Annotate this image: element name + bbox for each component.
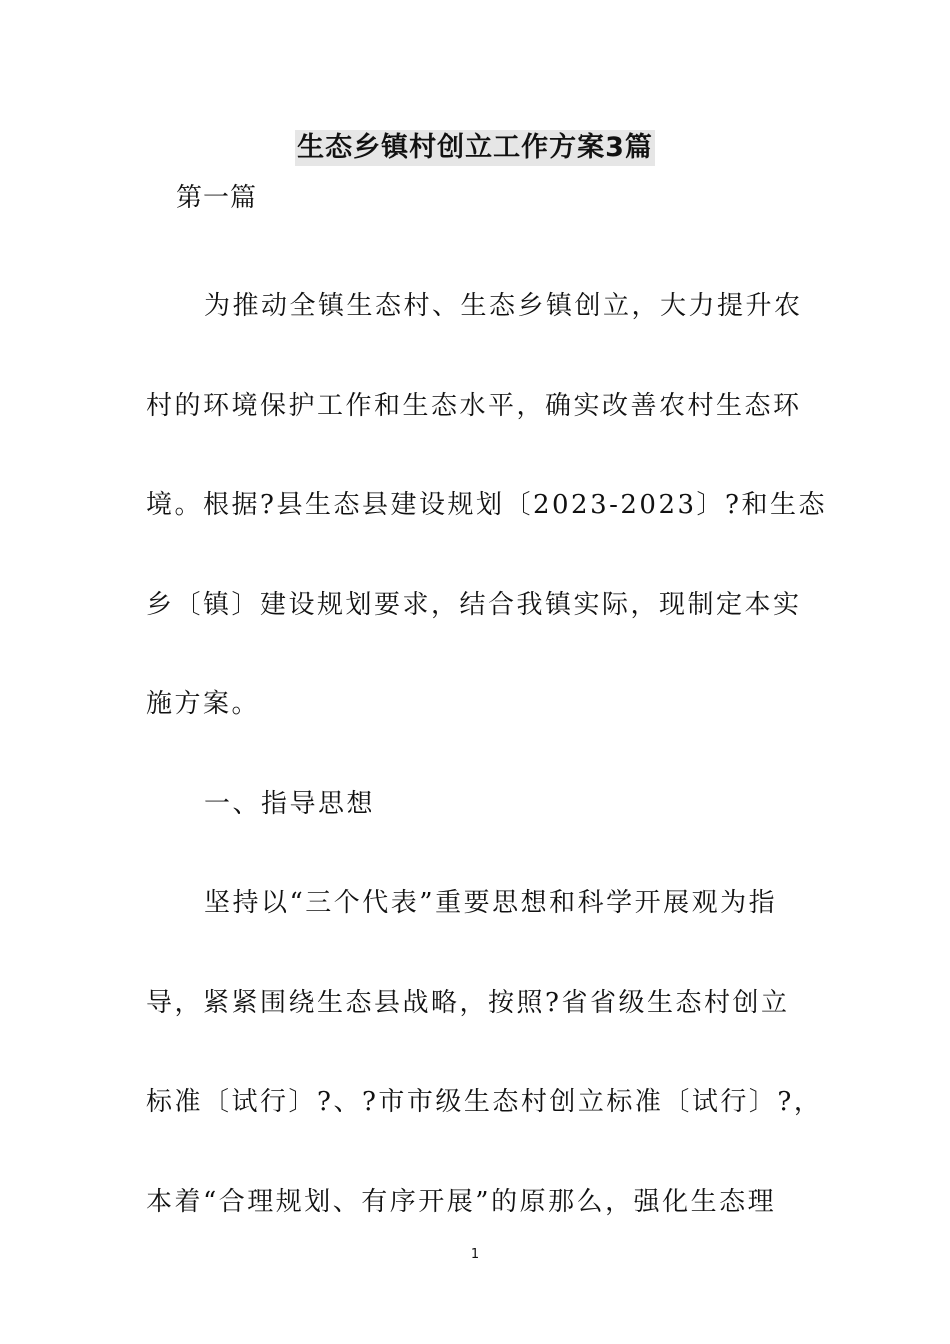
heading-line: 一、指导思想: [204, 788, 376, 819]
paragraph-guiding: [146, 854, 823, 1252]
page-number: 1: [470, 1247, 480, 1262]
document-title: 生态乡镇村创立工作方案3篇: [295, 130, 655, 166]
section-heading: [146, 755, 808, 855]
text-line: 导，紧紧围绕生态县战略，按照?省省级生态村创立: [146, 987, 790, 1018]
text-line: 坚持以“三个代表”重要思想和科学开展观为指: [204, 888, 778, 918]
paragraph-intro: [146, 257, 828, 755]
text-line: 境。根据?县生态县建设规划〔2023-2023〕?和生态: [146, 490, 828, 520]
section-label: 第一篇: [176, 183, 258, 213]
document-title-wrap: [0, 130, 950, 170]
text-line: 施方案。: [146, 689, 261, 719]
text-line: 本着“合理规划、有序开展”的原那么，强化生态理: [146, 1186, 777, 1217]
text-line: 标准〔试行〕?、?市市级生态村创立标准〔试行〕?，: [146, 1087, 823, 1117]
body-text: [146, 257, 828, 1252]
text-line: 村的环境保护工作和生态水平，确实改善农村生态环: [146, 390, 802, 421]
text-line: 乡〔镇〕建设规划要求，结合我镇实际，现制定本实: [146, 589, 802, 620]
text-line: 为推动全镇生态村、生态乡镇创立，大力提升农: [204, 291, 803, 321]
